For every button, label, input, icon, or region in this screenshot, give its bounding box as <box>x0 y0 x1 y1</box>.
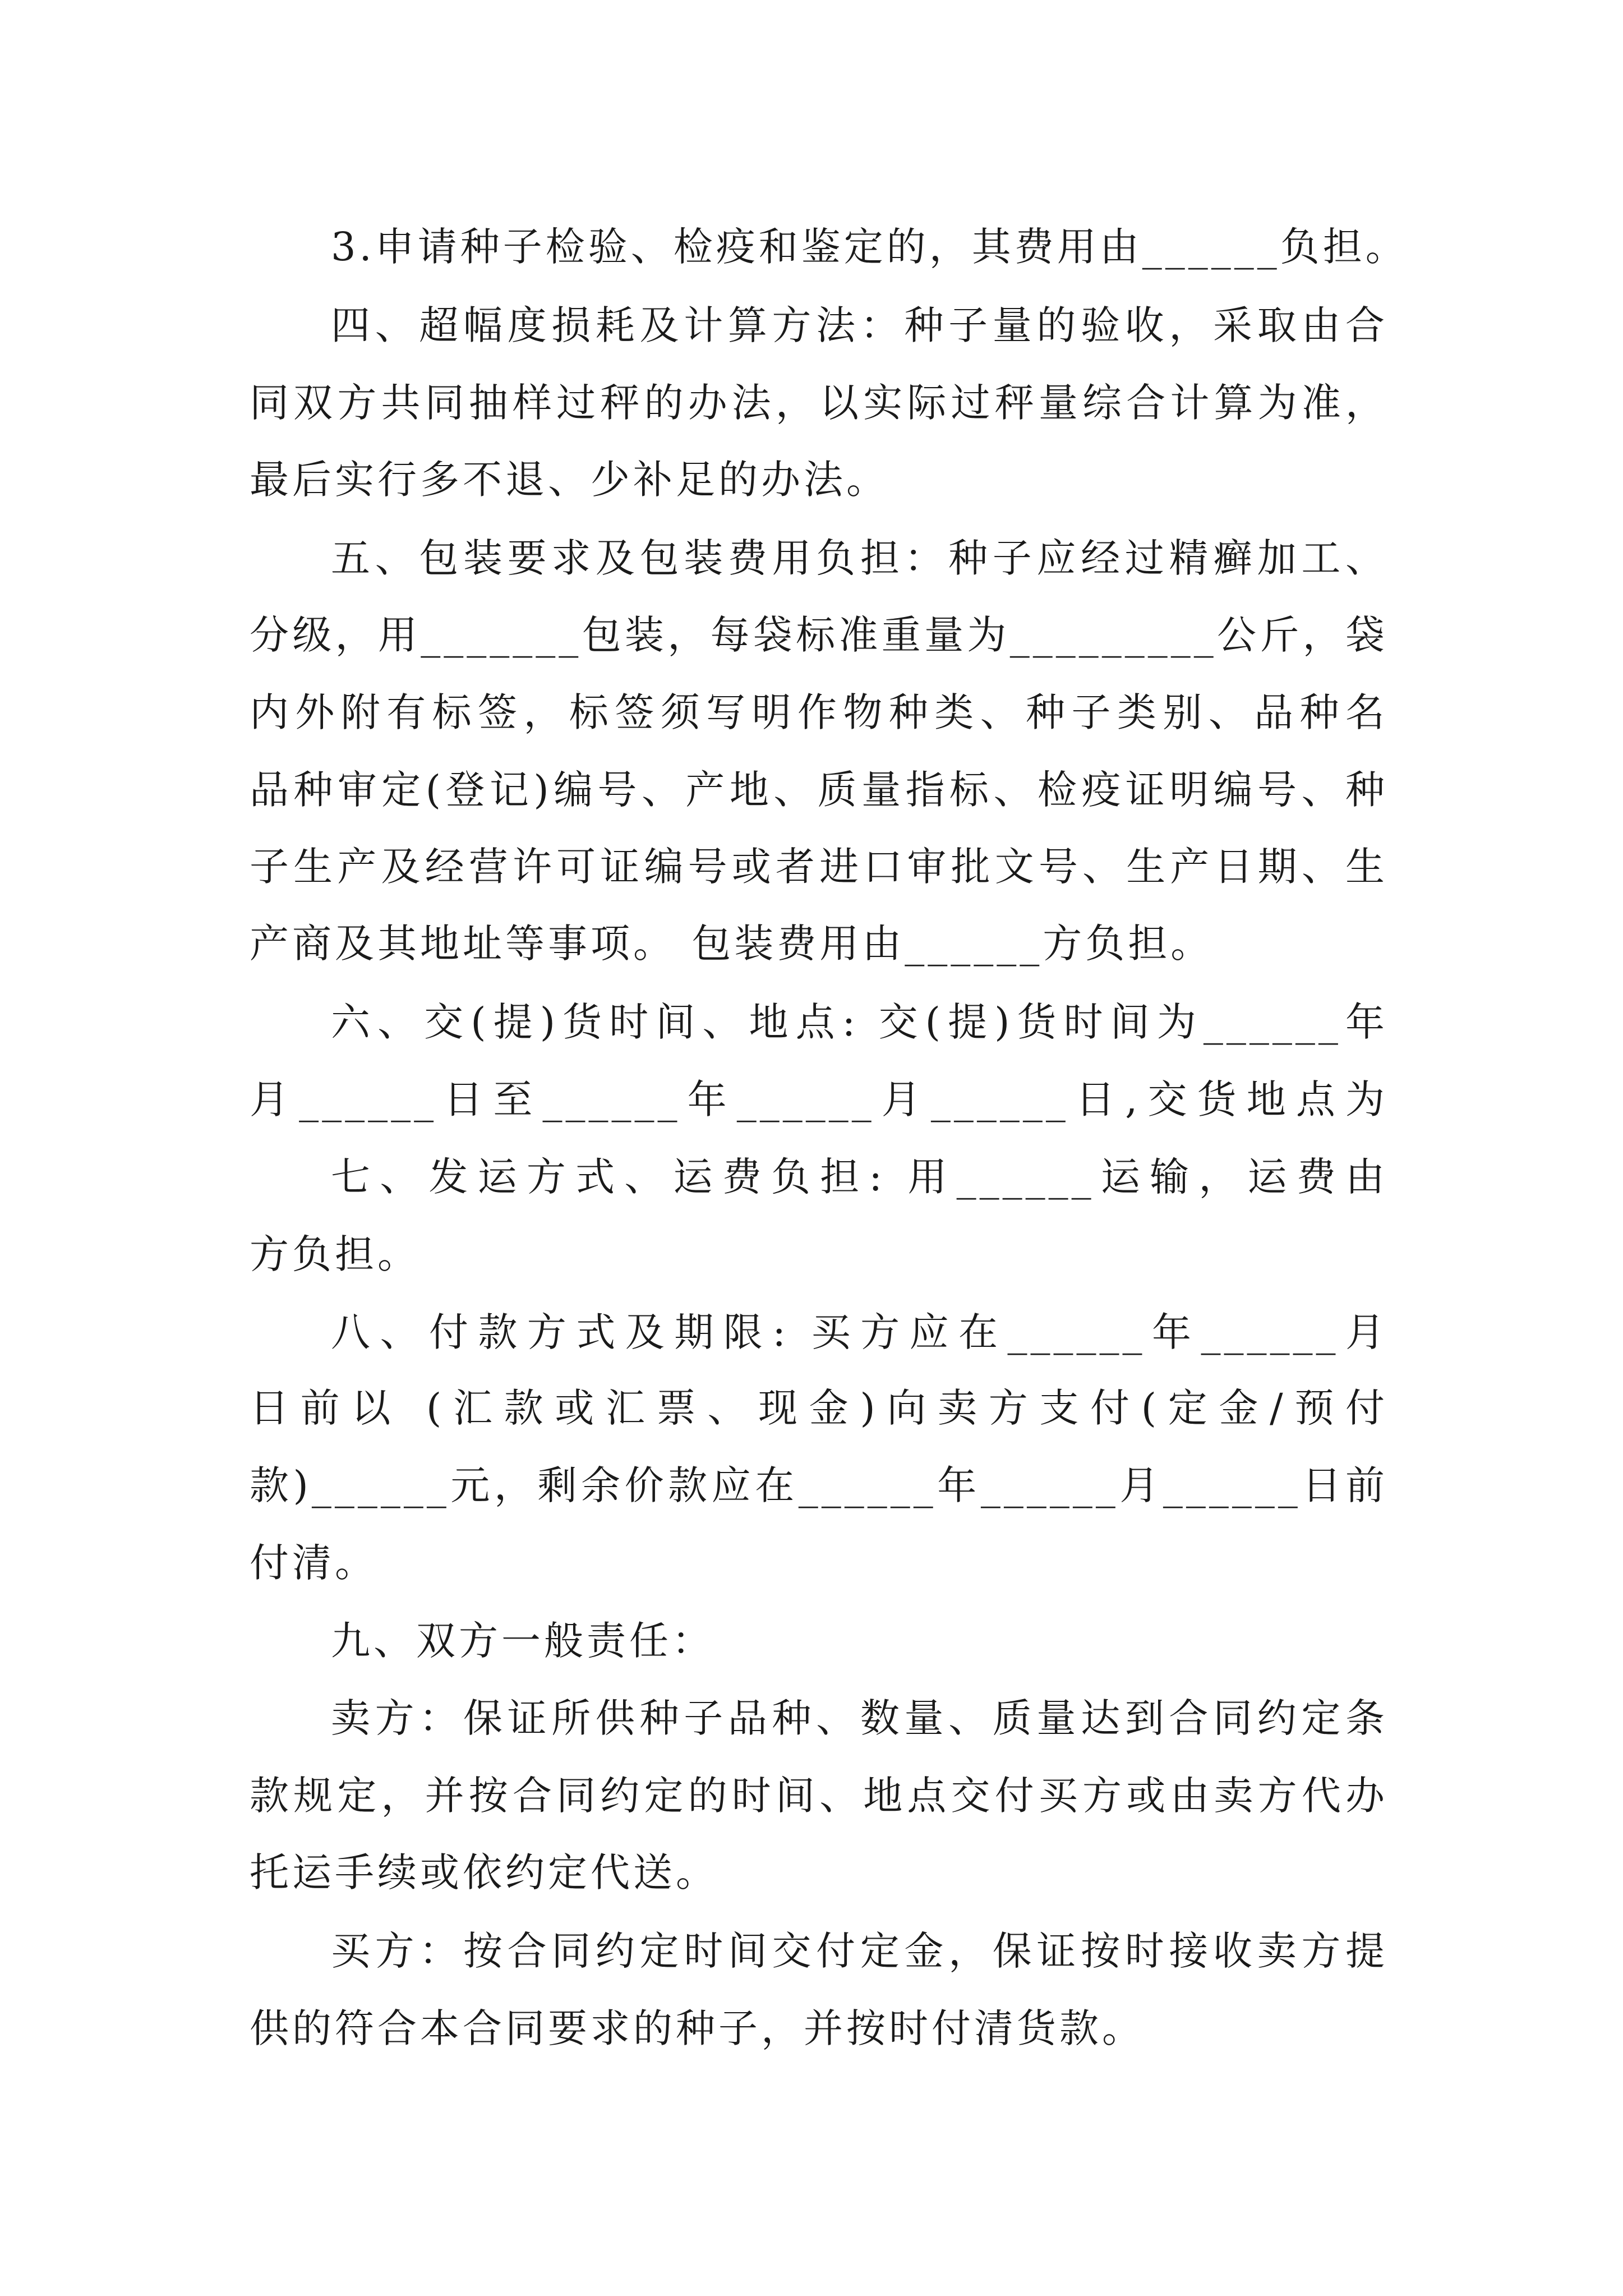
text-line-18: 付清。 <box>250 1540 377 1586</box>
text-line-19: 九、双方一般责任： <box>331 1618 714 1664</box>
text-line-9: 子生产及经营许可证编号或者进口审批文号、生产日期、生 <box>250 844 1388 890</box>
text-line-12: 月______日至______年______月______日,交货地点为 <box>250 1076 1388 1122</box>
text-line-15: 八、付款方式及期限: 买方应在______年______月 <box>331 1309 1388 1355</box>
text-line-2: 四、超幅度损耗及计算方法：种子量的验收，采取由合 <box>331 302 1388 348</box>
text-line-8: 品种审定(登记)编号、产地、质量指标、检疫证明编号、种 <box>250 767 1388 813</box>
text-line-14: 方负担。 <box>250 1231 420 1277</box>
text-line-24: 供的符合本合同要求的种子，并按时付清货款。 <box>250 2005 1145 2051</box>
text-line-17: 款)______元，剩余价款应在______年______月______日前 <box>250 1462 1388 1508</box>
text-line-10: 产商及其地址等事项。 包装费用由______方负担。 <box>250 921 1214 967</box>
text-line-23: 买方：按合同约定时间交付定金，保证按时接收卖方提 <box>331 1928 1388 1974</box>
text-line-11: 六、交(提)货时间、地点: 交(提)货时间为______年 <box>331 999 1388 1045</box>
text-line-21: 款规定，并按合同约定的时间、地点交付买方或由卖方代办 <box>250 1773 1388 1819</box>
text-line-5: 五、包装要求及包装费用负担：种子应经过精癣加工、 <box>331 535 1388 581</box>
text-line-1: 3.申请种子检验、检疫和鉴定的，其费用由______负担。 <box>331 224 1408 270</box>
text-line-6: 分级，用_______包装，每袋标准重量为_________公斤，袋 <box>250 612 1388 658</box>
text-line-13: 七、发运方式、运费负担: 用______运输，运费由 <box>331 1154 1388 1200</box>
text-line-22: 托运手续或依约定代送。 <box>250 1849 718 1895</box>
text-line-20: 卖方：保证所供种子品种、数量、质量达到合同约定条 <box>331 1695 1388 1741</box>
text-line-4: 最后实行多不退、少补足的办法。 <box>250 457 889 503</box>
text-line-3: 同双方共同抽样过秤的办法，以实际过秤量综合计算为准， <box>250 380 1388 426</box>
text-line-16: 日前以 (汇款或汇票、现金)向卖方支付(定金/预付 <box>250 1385 1388 1431</box>
text-line-7: 内外附有标签，标签须写明作物种类、种子类别、品种名 <box>250 689 1388 735</box>
